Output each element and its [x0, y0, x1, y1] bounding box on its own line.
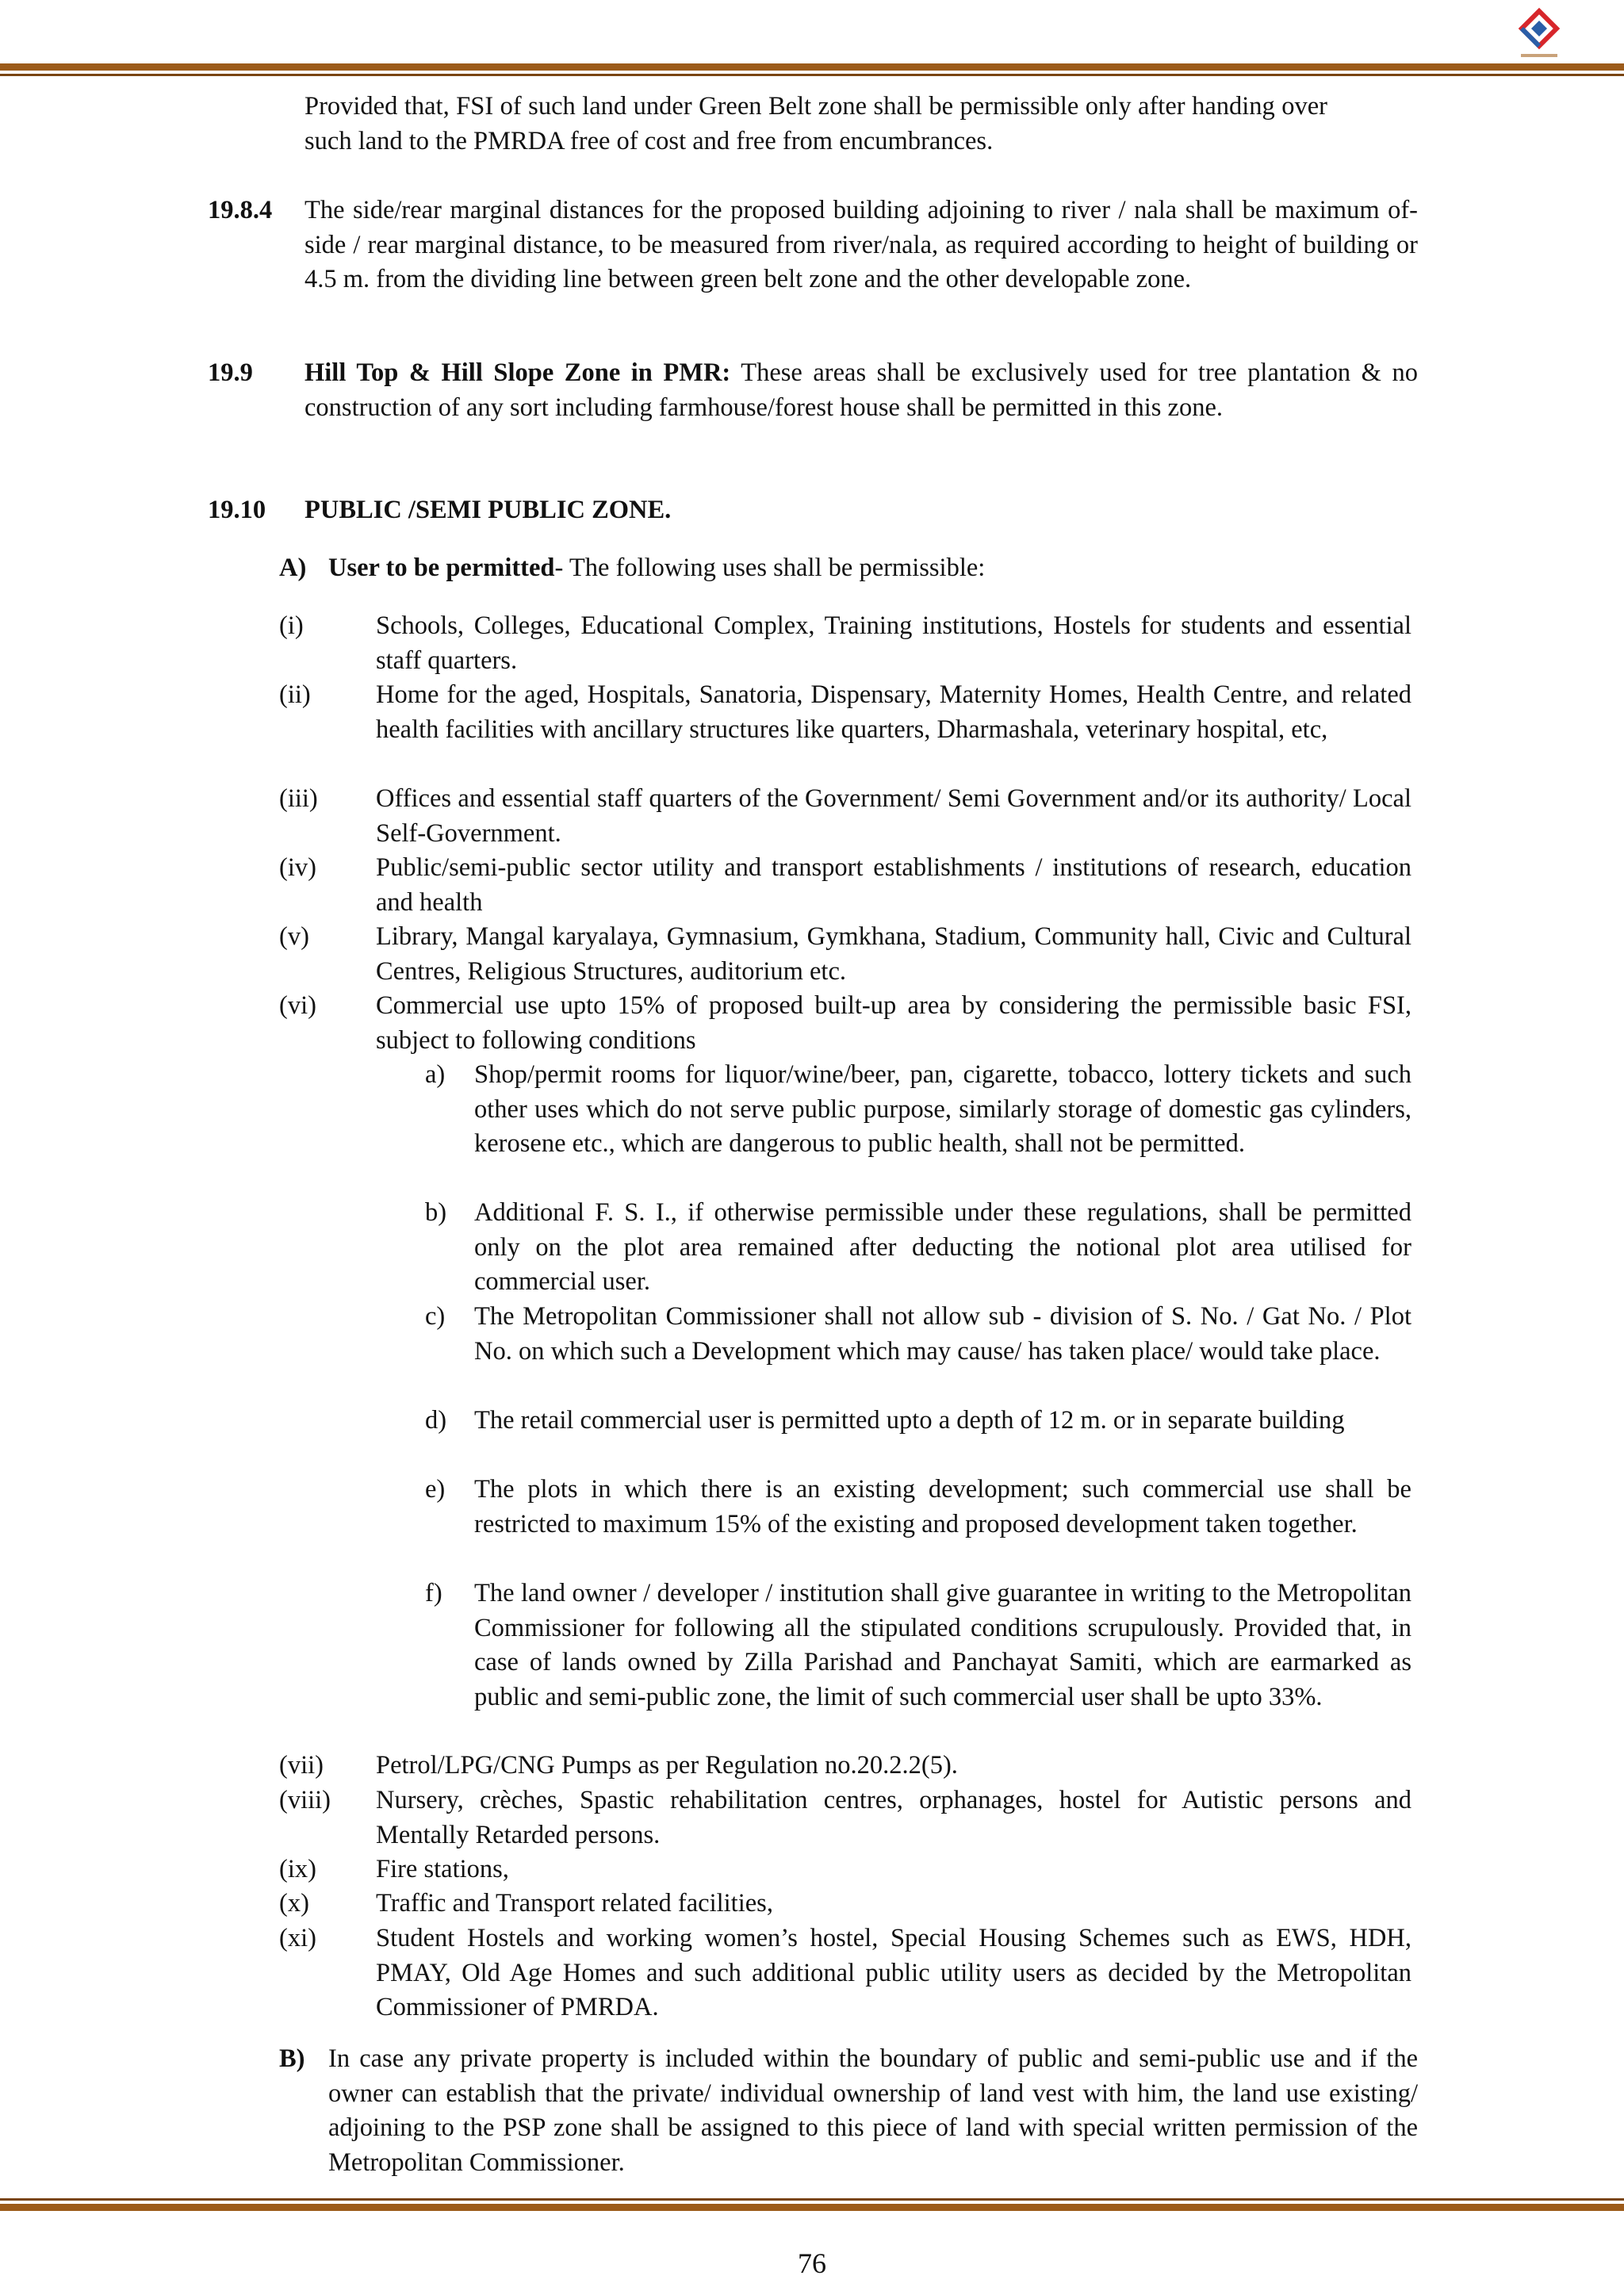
sub-list-item-text: The land owner / developer / institution shall give guarantee in writing to the Metropolitan Commissioner for following all the stipulated conditions scrupulously. Provided that, in case of lands owned by Zilla Parishad and Panchayat Samiti, which are earmarked as public and semi-public zone, the limit of such commercial user shall be upto 33%.	[474, 1579, 1411, 1711]
list-item-number: (ii)	[279, 680, 311, 709]
section-19-10-heading: PUBLIC /SEMI PUBLIC ZONE.	[304, 496, 672, 524]
list-item-text: Schools, Colleges, Educational Complex, Training institutions, Hostels for students and essential staff quarters.	[376, 611, 1411, 675]
list-item-number: (i)	[279, 611, 304, 640]
page-number: 76	[798, 2247, 826, 2279]
sub-list-item-letter: f)	[425, 1579, 442, 1607]
list-item-number: (xi)	[279, 1924, 316, 1952]
list-item-number: (x)	[279, 1889, 309, 1918]
sub-list-item-letter: d)	[425, 1406, 447, 1435]
sub-list-item-text: The retail commercial user is permitted upto a depth of 12 m. or in separate building	[474, 1406, 1345, 1435]
section-19-8-4-text: The side/rear marginal distances for the proposed building adjoining to river / nala shall be maximum of-side / rear marginal distance, to be measured from river/nala, as required according to height of building or 4.5 m. from the dividing line between green belt zone and the other developable zone.	[304, 196, 1418, 293]
list-item-text: Student Hostels and working women’s hostel, Special Housing Schemes such as EWS, HDH, PMAY, Old Age Homes and such additional public utility users as decided by the Metropolitan Commissioner of PMRDA.	[376, 1924, 1411, 2021]
subsection-a-body: - The following uses shall be permissible:	[554, 554, 986, 582]
list-item-number: (viii)	[279, 1786, 331, 1814]
list-item-text: Home for the aged, Hospitals, Sanatoria, Dispensary, Maternity Homes, Health Centre, and related health facilities with ancillary structures like quarters, Dharmashala, veterinary hospital, etc,	[376, 680, 1411, 744]
section-19-8-4-number: 19.8.4	[208, 196, 273, 224]
list-item-number: (vii)	[279, 1751, 324, 1780]
list-item-number: (ix)	[279, 1855, 316, 1883]
subsection-b-label: B)	[279, 2044, 305, 2073]
list-item-text: Traffic and Transport related facilities,	[376, 1889, 773, 1918]
sub-list-item-text: The Metropolitan Commissioner shall not allow sub - division of S. No. / Gat No. / Plot No. on which such a Development which may cause/ has taken place/ would take place.	[474, 1302, 1411, 1366]
sub-list-item-letter: a)	[425, 1060, 446, 1089]
section-19-9-body: These areas shall be exclusively used for tree plantation & no construction of any sort including farmhouse/forest house shall be permitted in this zone.	[304, 358, 1419, 422]
list-item-number: (iii)	[279, 784, 318, 813]
footer-rule	[0, 2198, 1624, 2211]
list-item-text: Offices and essential staff quarters of the Government/ Semi Government and/or its authority/ Local Self-Government.	[376, 784, 1411, 848]
sub-list-item-text: Additional F. S. I., if otherwise permissible under these regulations, shall be permitted only on the plot area remained after deducting the notional plot area utilised for commercial user.	[474, 1198, 1411, 1296]
list-item-text: Public/semi-public sector utility and transport establishments / institutions of research, education and health	[376, 853, 1411, 917]
sub-list-item-text: The plots in which there is an existing development; such commercial use shall be restricted to maximum 15% of the existing and proposed development taken together.	[474, 1475, 1411, 1538]
list-item-number: (vi)	[279, 991, 316, 1020]
list-item-text: Fire stations,	[376, 1855, 509, 1883]
subsection-a-heading: User to be permitted	[328, 554, 555, 582]
list-item-number: (iv)	[279, 853, 316, 882]
subsection-a-text	[328, 551, 1418, 586]
section-19-9-text	[304, 356, 1418, 425]
sub-list-item-letter: c)	[425, 1302, 446, 1331]
header-rule	[0, 63, 1624, 76]
section-19-9-number: 19.9	[208, 358, 253, 387]
intro-paragraph: Provided that, FSI of such land under Green Belt zone shall be permissible only after handing over such land to the PMRDA free of cost and free from encumbrances.	[304, 92, 1327, 155]
sub-list-item-letter: e)	[425, 1475, 446, 1504]
list-item-text: Petrol/LPG/CNG Pumps as per Regulation no.20.2.2(5).	[376, 1751, 958, 1780]
list-item-text: Commercial use upto 15% of proposed built-up area by considering the permissible basic FSI, subject to following conditions	[376, 991, 1411, 1055]
list-item-text: Nursery, crèches, Spastic rehabilitation centres, orphanages, hostel for Autistic persons and Mentally Retarded persons.	[376, 1786, 1411, 1849]
list-item-text: Library, Mangal karyalaya, Gymnasium, Gymkhana, Stadium, Community hall, Civic and Cultural Centres, Religious Structures, auditorium etc.	[376, 922, 1411, 986]
subsection-a-label: A)	[279, 554, 307, 582]
pmrda-logo-icon	[1515, 6, 1564, 63]
list-item-number: (v)	[279, 922, 309, 951]
subsection-b-text: In case any private property is included within the boundary of public and semi-public use and if the owner can establish that the private/ individual ownership of land vest with him, the land use existing/ adjoining to the PSP zone shall be assigned to this piece of land with special written permission of the Metropolitan Commissioner.	[328, 2044, 1418, 2177]
section-19-10-number: 19.10	[208, 496, 266, 524]
sub-list-item-letter: b)	[425, 1198, 447, 1227]
section-19-9-heading: Hill Top & Hill Slope Zone in PMR:	[304, 358, 731, 387]
sub-list-item-text: Shop/permit rooms for liquor/wine/beer, pan, cigarette, tobacco, lottery tickets and such other uses which do not serve public purpose, similarly storage of domestic gas cylinders, kerosene etc., which are dangerous to public health, shall not be permitted.	[474, 1060, 1411, 1158]
